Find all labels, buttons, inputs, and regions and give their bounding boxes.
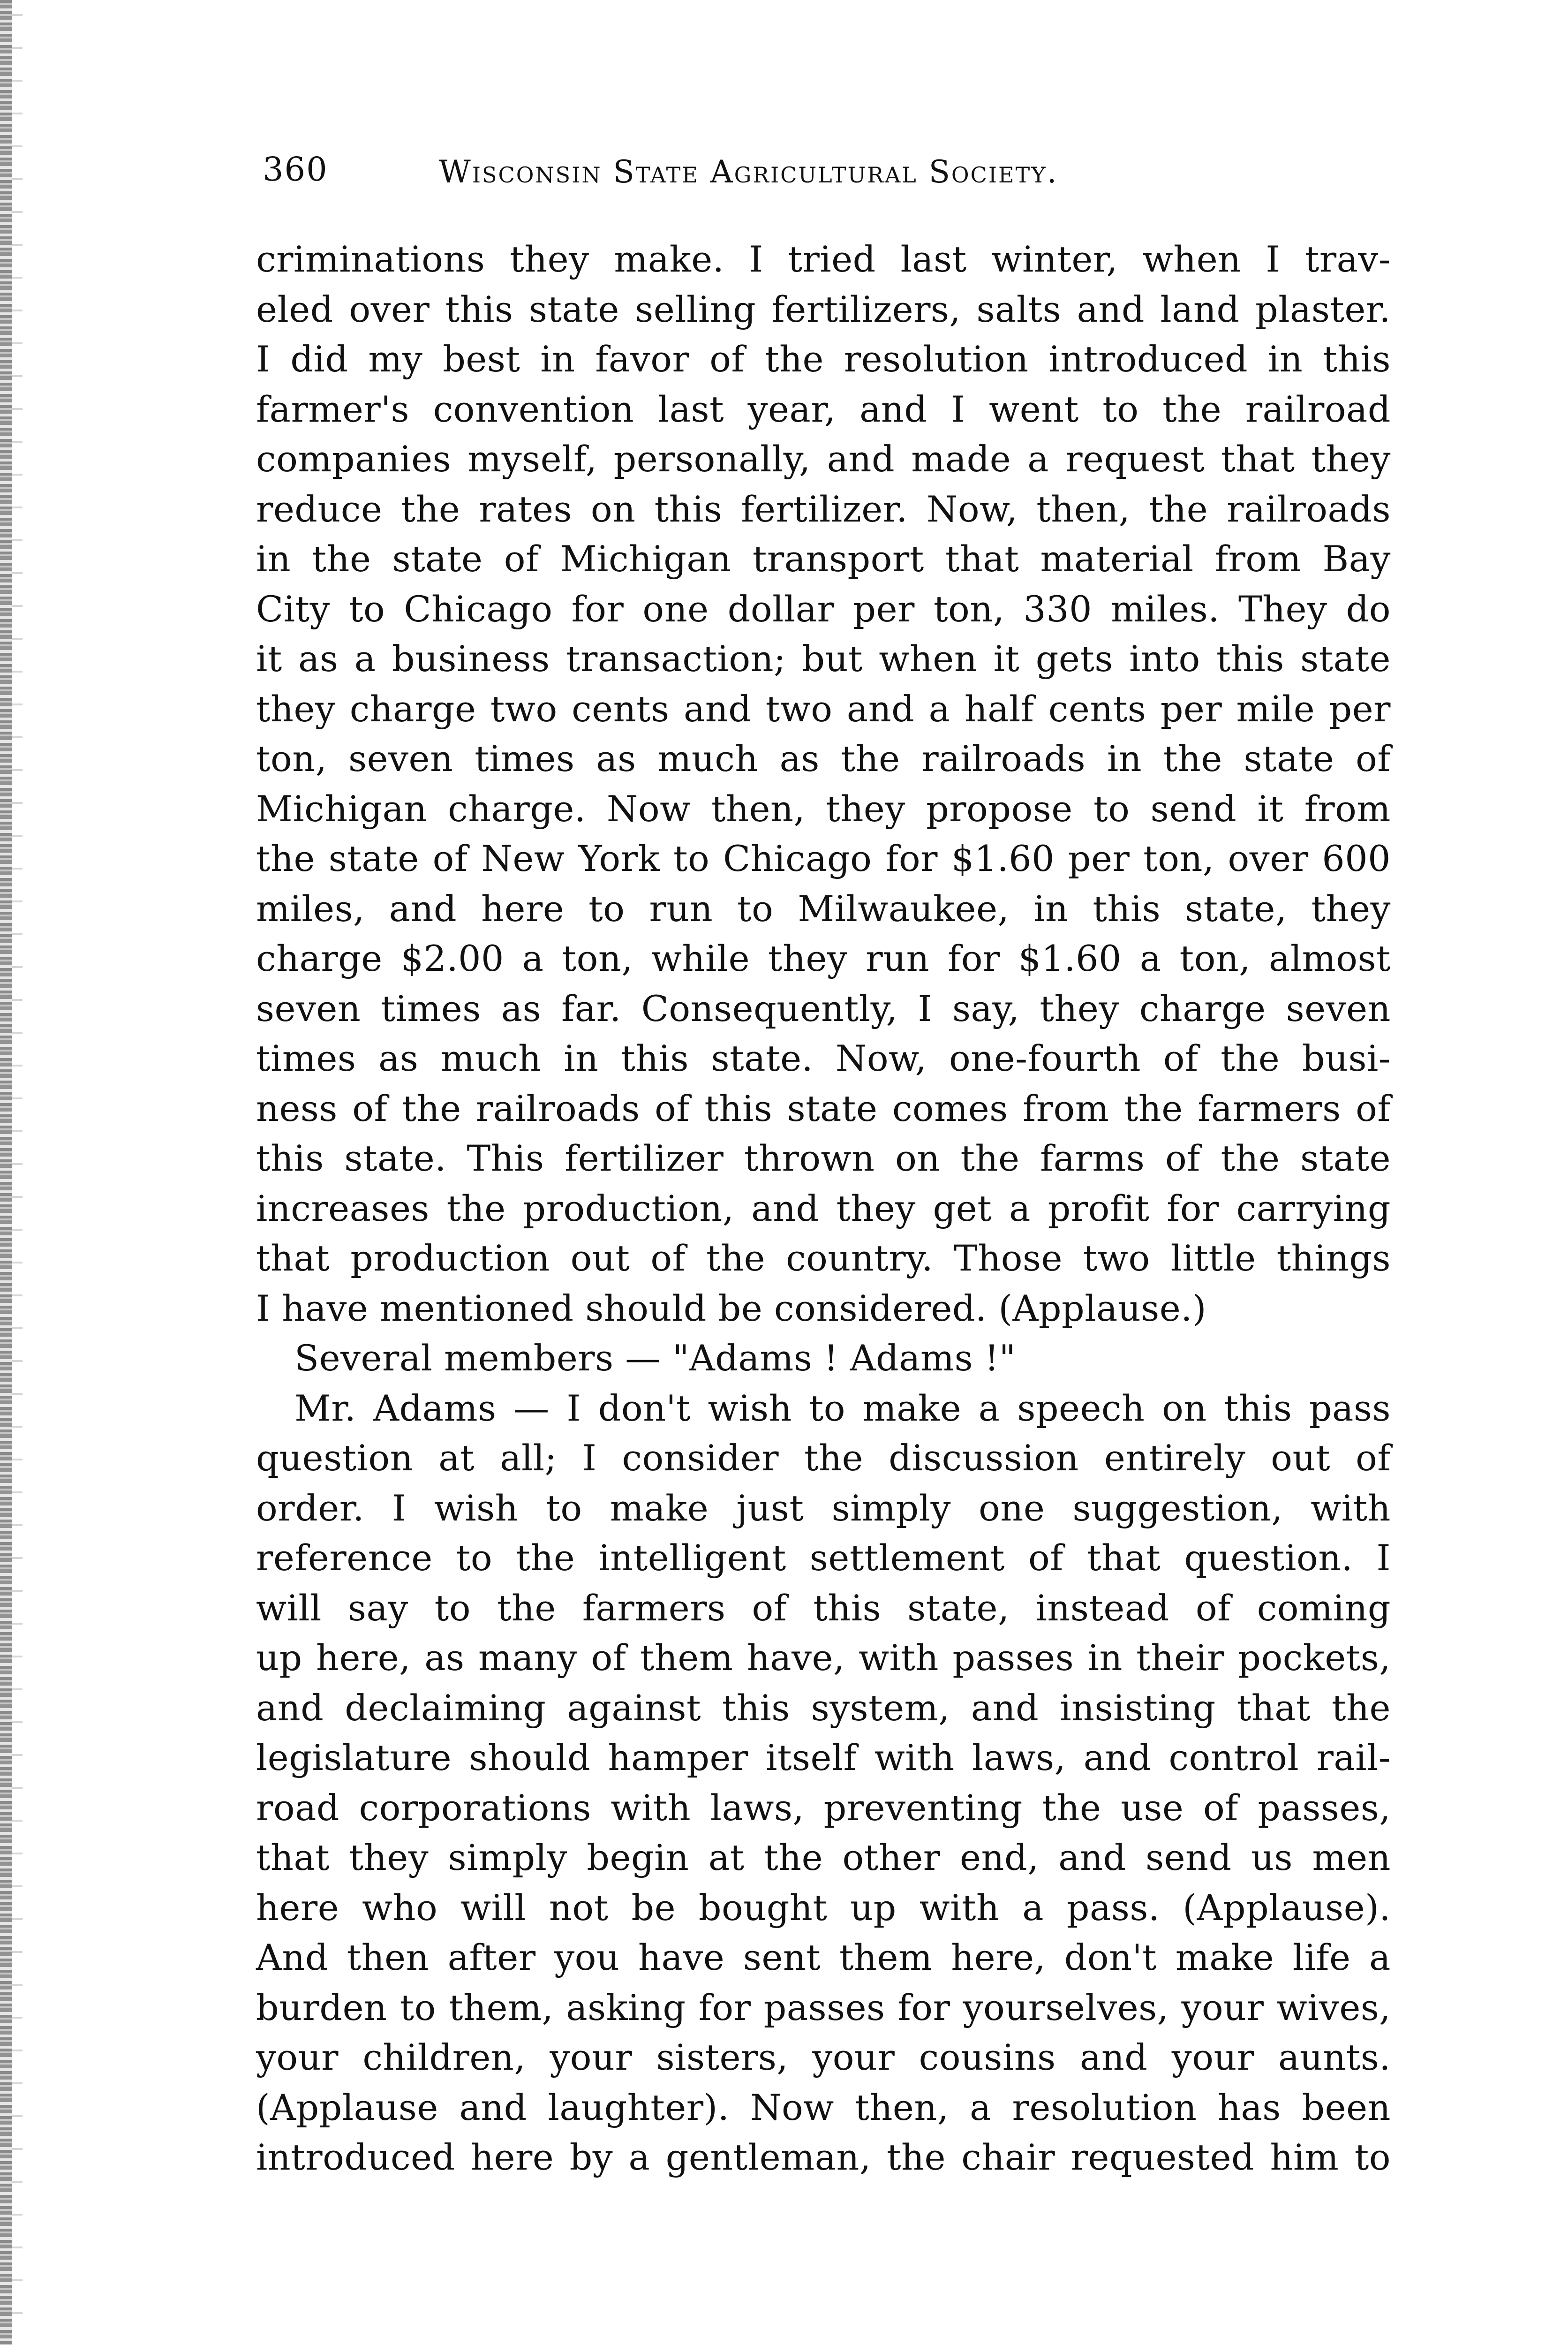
- text-line: question at all; I consider the discussion entirely out of: [256, 1437, 1391, 1479]
- text-line: reference to the intelligent settlement of that question. I: [256, 1537, 1391, 1579]
- text-line: ness of the railroads of this state comes from the farmers of: [256, 1087, 1391, 1129]
- text-line: will say to the farmers of this state, instead of coming: [256, 1587, 1391, 1629]
- text-line: legislature should hamper itself with laws, and control rail-: [256, 1737, 1391, 1778]
- text-line: I have mentioned should be considered. (Applause.): [256, 1287, 1207, 1329]
- page-number: 360: [263, 150, 328, 189]
- scan-binding-shadow: [12, 0, 23, 2345]
- text-line: I did my best in favor of the resolution introduced in this: [256, 338, 1391, 380]
- text-line: seven times as far. Consequently, I say, they charge seven: [256, 987, 1391, 1029]
- text-line: the state of New York to Chicago for $1.60 per ton, over 600: [256, 838, 1391, 879]
- text-line: eled over this state selling fertilizers, salts and land plaster.: [256, 288, 1391, 330]
- text-line: that they simply begin at the other end, and send us men: [256, 1837, 1391, 1878]
- text-line: Several members — "Adams ! Adams !": [294, 1337, 1016, 1379]
- text-line: in the state of Michigan transport that material from Bay: [256, 538, 1391, 580]
- text-line: farmer's convention last year, and I went to the railroad: [256, 388, 1391, 430]
- text-line: and declaiming against this system, and insisting that the: [256, 1687, 1391, 1729]
- body-text: [256, 234, 1391, 2183]
- text-line: And then after you have sent them here, don't make life a: [256, 1937, 1391, 1978]
- text-line: that production out of the country. Those two little things: [256, 1237, 1391, 1279]
- text-line: reduce the rates on this fertilizer. Now, then, the railroads: [256, 488, 1391, 530]
- scan-binding-edge: [0, 0, 12, 2345]
- text-line: Mr. Adams — I don't wish to make a speech on this pass: [294, 1387, 1391, 1429]
- text-line: companies myself, personally, and made a request that they: [256, 438, 1391, 480]
- text-line: here who will not be bought up with a pass. (Applause).: [256, 1886, 1391, 1929]
- page-header: [263, 141, 1247, 197]
- text-line: it as a business transaction; but when it gets into this state: [256, 638, 1391, 680]
- text-line: up here, as many of them have, with passes in their pockets,: [256, 1637, 1391, 1679]
- text-line: they charge two cents and two and a half cents per mile per: [256, 688, 1391, 730]
- text-line: Michigan charge. Now then, they propose to send it from: [256, 787, 1391, 830]
- running-title: Wisconsin State Agricultural Society.: [439, 154, 1058, 190]
- text-line: road corporations with laws, preventing the use of passes,: [256, 1786, 1391, 1829]
- text-line: introduced here by a gentleman, the chair requested him to: [256, 2136, 1391, 2178]
- text-line: times as much in this state. Now, one-fourth of the busi-: [256, 1037, 1391, 1079]
- text-line: burden to them, asking for passes for yourselves, your wives,: [256, 1986, 1391, 2028]
- text-line: City to Chicago for one dollar per ton, 330 miles. They do: [256, 588, 1391, 630]
- text-line: ton, seven times as much as the railroads in the state of: [256, 738, 1391, 779]
- text-line: order. I wish to make just simply one suggestion, with: [256, 1487, 1391, 1529]
- text-line: this state. This fertilizer thrown on the farms of the state: [256, 1137, 1391, 1179]
- text-line: increases the production, and they get a profit for carrying: [256, 1187, 1391, 1229]
- text-line: (Applause and laughter). Now then, a resolution has been: [256, 2086, 1391, 2128]
- text-line: criminations they make. I tried last winter, when I trav-: [256, 238, 1391, 280]
- text-line: miles, and here to run to Milwaukee, in this state, they: [256, 887, 1391, 930]
- text-line: charge $2.00 a ton, while they run for $1.60 a ton, almost: [256, 938, 1391, 979]
- text-line: your children, your sisters, your cousins and your aunts.: [256, 2036, 1391, 2078]
